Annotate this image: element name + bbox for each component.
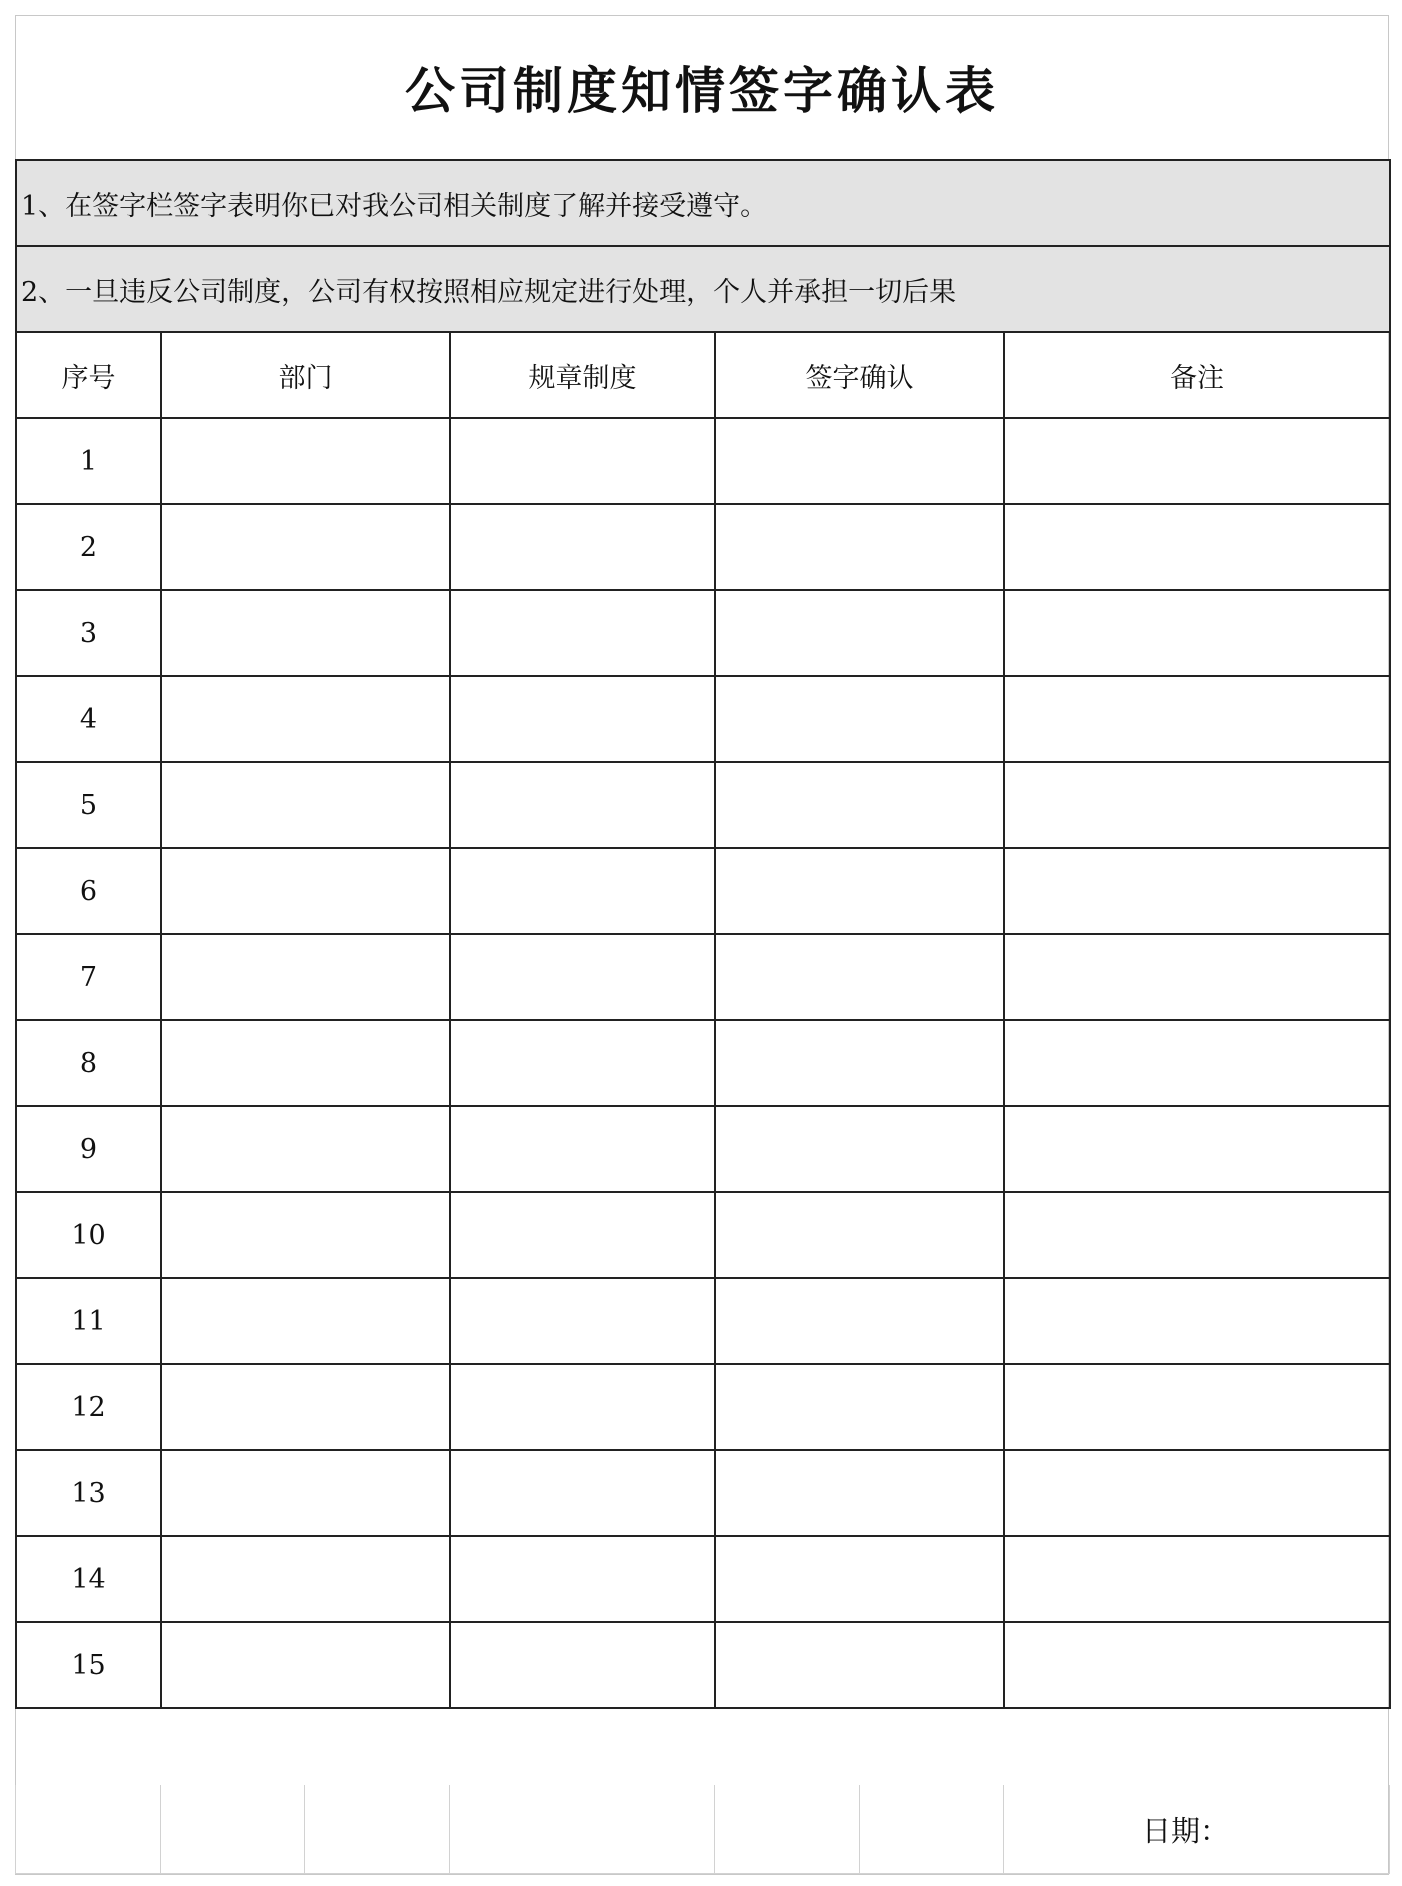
footer-row xyxy=(16,1785,1390,1874)
regulation-cell[interactable] xyxy=(450,1278,715,1364)
row-index: 3 xyxy=(16,590,161,676)
regulation-cell[interactable] xyxy=(450,1364,715,1450)
notice-text: 2、一旦违反公司制度，公司有权按照相应规定进行处理，个人并承担一切后果 xyxy=(16,246,1390,332)
table-row xyxy=(16,848,1390,934)
header-row xyxy=(16,332,1390,418)
signature-cell[interactable] xyxy=(715,590,1004,676)
regulation-cell[interactable] xyxy=(450,418,715,504)
table-row xyxy=(16,1106,1390,1192)
row-index: 13 xyxy=(16,1450,161,1536)
department-cell[interactable] xyxy=(161,1106,450,1192)
footer-cell xyxy=(715,1785,860,1874)
signature-cell[interactable] xyxy=(715,1450,1004,1536)
date-label: 日期： xyxy=(1004,1785,1390,1874)
column-header-index: 序号 xyxy=(16,332,161,418)
signature-cell[interactable] xyxy=(715,1278,1004,1364)
department-cell[interactable] xyxy=(161,676,450,762)
footer-cell xyxy=(860,1785,1004,1874)
department-cell[interactable] xyxy=(161,762,450,848)
department-cell[interactable] xyxy=(161,1020,450,1106)
regulation-cell[interactable] xyxy=(450,1450,715,1536)
signature-cell[interactable] xyxy=(715,1192,1004,1278)
table-row xyxy=(16,1536,1390,1622)
department-cell[interactable] xyxy=(161,1622,450,1708)
table-row xyxy=(16,590,1390,676)
signature-cell[interactable] xyxy=(715,934,1004,1020)
remarks-cell[interactable] xyxy=(1004,1106,1390,1192)
table-row xyxy=(16,1450,1390,1536)
table-row xyxy=(16,1364,1390,1450)
column-header-signature: 签字确认 xyxy=(715,332,1004,418)
row-index: 6 xyxy=(16,848,161,934)
row-index: 9 xyxy=(16,1106,161,1192)
row-index: 14 xyxy=(16,1536,161,1622)
regulation-cell[interactable] xyxy=(450,848,715,934)
signature-cell[interactable] xyxy=(715,504,1004,590)
row-index: 15 xyxy=(16,1622,161,1708)
regulation-cell[interactable] xyxy=(450,1106,715,1192)
remarks-cell[interactable] xyxy=(1004,418,1390,504)
signature-cell[interactable] xyxy=(715,1622,1004,1708)
footer-cell xyxy=(305,1785,450,1874)
remarks-cell[interactable] xyxy=(1004,1622,1390,1708)
regulation-cell[interactable] xyxy=(450,504,715,590)
remarks-cell[interactable] xyxy=(1004,1020,1390,1106)
signature-table xyxy=(15,159,1391,1709)
signature-cell[interactable] xyxy=(715,418,1004,504)
regulation-cell[interactable] xyxy=(450,1020,715,1106)
regulation-cell[interactable] xyxy=(450,590,715,676)
table-row xyxy=(16,1020,1390,1106)
row-index: 1 xyxy=(16,418,161,504)
row-index: 5 xyxy=(16,762,161,848)
department-cell[interactable] xyxy=(161,1278,450,1364)
department-cell[interactable] xyxy=(161,1192,450,1278)
remarks-cell[interactable] xyxy=(1004,590,1390,676)
row-index: 10 xyxy=(16,1192,161,1278)
remarks-cell[interactable] xyxy=(1004,1364,1390,1450)
row-index: 11 xyxy=(16,1278,161,1364)
remarks-cell[interactable] xyxy=(1004,1450,1390,1536)
signature-cell[interactable] xyxy=(715,848,1004,934)
table-row xyxy=(16,676,1390,762)
regulation-cell[interactable] xyxy=(450,1622,715,1708)
department-cell[interactable] xyxy=(161,848,450,934)
regulation-cell[interactable] xyxy=(450,762,715,848)
notice-row xyxy=(16,160,1390,246)
table-row xyxy=(16,418,1390,504)
remarks-cell[interactable] xyxy=(1004,1536,1390,1622)
footer-table xyxy=(15,1785,1390,1874)
regulation-cell[interactable] xyxy=(450,1536,715,1622)
footer-cell xyxy=(16,1785,161,1874)
notice-text: 1、在签字栏签字表明你已对我公司相关制度了解并接受遵守。 xyxy=(16,160,1390,246)
signature-cell[interactable] xyxy=(715,1106,1004,1192)
notice-row xyxy=(16,246,1390,332)
remarks-cell[interactable] xyxy=(1004,934,1390,1020)
row-index: 8 xyxy=(16,1020,161,1106)
remarks-cell[interactable] xyxy=(1004,848,1390,934)
remarks-cell[interactable] xyxy=(1004,1278,1390,1364)
signature-cell[interactable] xyxy=(715,1536,1004,1622)
column-header-department: 部门 xyxy=(161,332,450,418)
column-header-remarks: 备注 xyxy=(1004,332,1390,418)
row-index: 12 xyxy=(16,1364,161,1450)
table-row xyxy=(16,1192,1390,1278)
regulation-cell[interactable] xyxy=(450,934,715,1020)
table-row xyxy=(16,504,1390,590)
department-cell[interactable] xyxy=(161,1536,450,1622)
row-index: 4 xyxy=(16,676,161,762)
regulation-cell[interactable] xyxy=(450,676,715,762)
regulation-cell[interactable] xyxy=(450,1192,715,1278)
department-cell[interactable] xyxy=(161,418,450,504)
row-index: 7 xyxy=(16,934,161,1020)
footer-cell xyxy=(161,1785,305,1874)
column-header-regulation: 规章制度 xyxy=(450,332,715,418)
remarks-cell[interactable] xyxy=(1004,1192,1390,1278)
table-row xyxy=(16,1278,1390,1364)
footer-cell xyxy=(450,1785,715,1874)
remarks-cell[interactable] xyxy=(1004,762,1390,848)
department-cell[interactable] xyxy=(161,590,450,676)
signature-cell[interactable] xyxy=(715,676,1004,762)
remarks-cell[interactable] xyxy=(1004,676,1390,762)
signature-cell[interactable] xyxy=(715,762,1004,848)
table-row xyxy=(16,762,1390,848)
table-row xyxy=(16,934,1390,1020)
table-row xyxy=(16,1622,1390,1708)
form-title: 公司制度知情签字确认表 xyxy=(405,62,999,120)
signature-cell[interactable] xyxy=(715,1020,1004,1106)
department-cell[interactable] xyxy=(161,1450,450,1536)
row-index: 2 xyxy=(16,504,161,590)
department-cell[interactable] xyxy=(161,934,450,1020)
department-cell[interactable] xyxy=(161,504,450,590)
remarks-cell[interactable] xyxy=(1004,504,1390,590)
signature-cell[interactable] xyxy=(715,1364,1004,1450)
department-cell[interactable] xyxy=(161,1364,450,1450)
